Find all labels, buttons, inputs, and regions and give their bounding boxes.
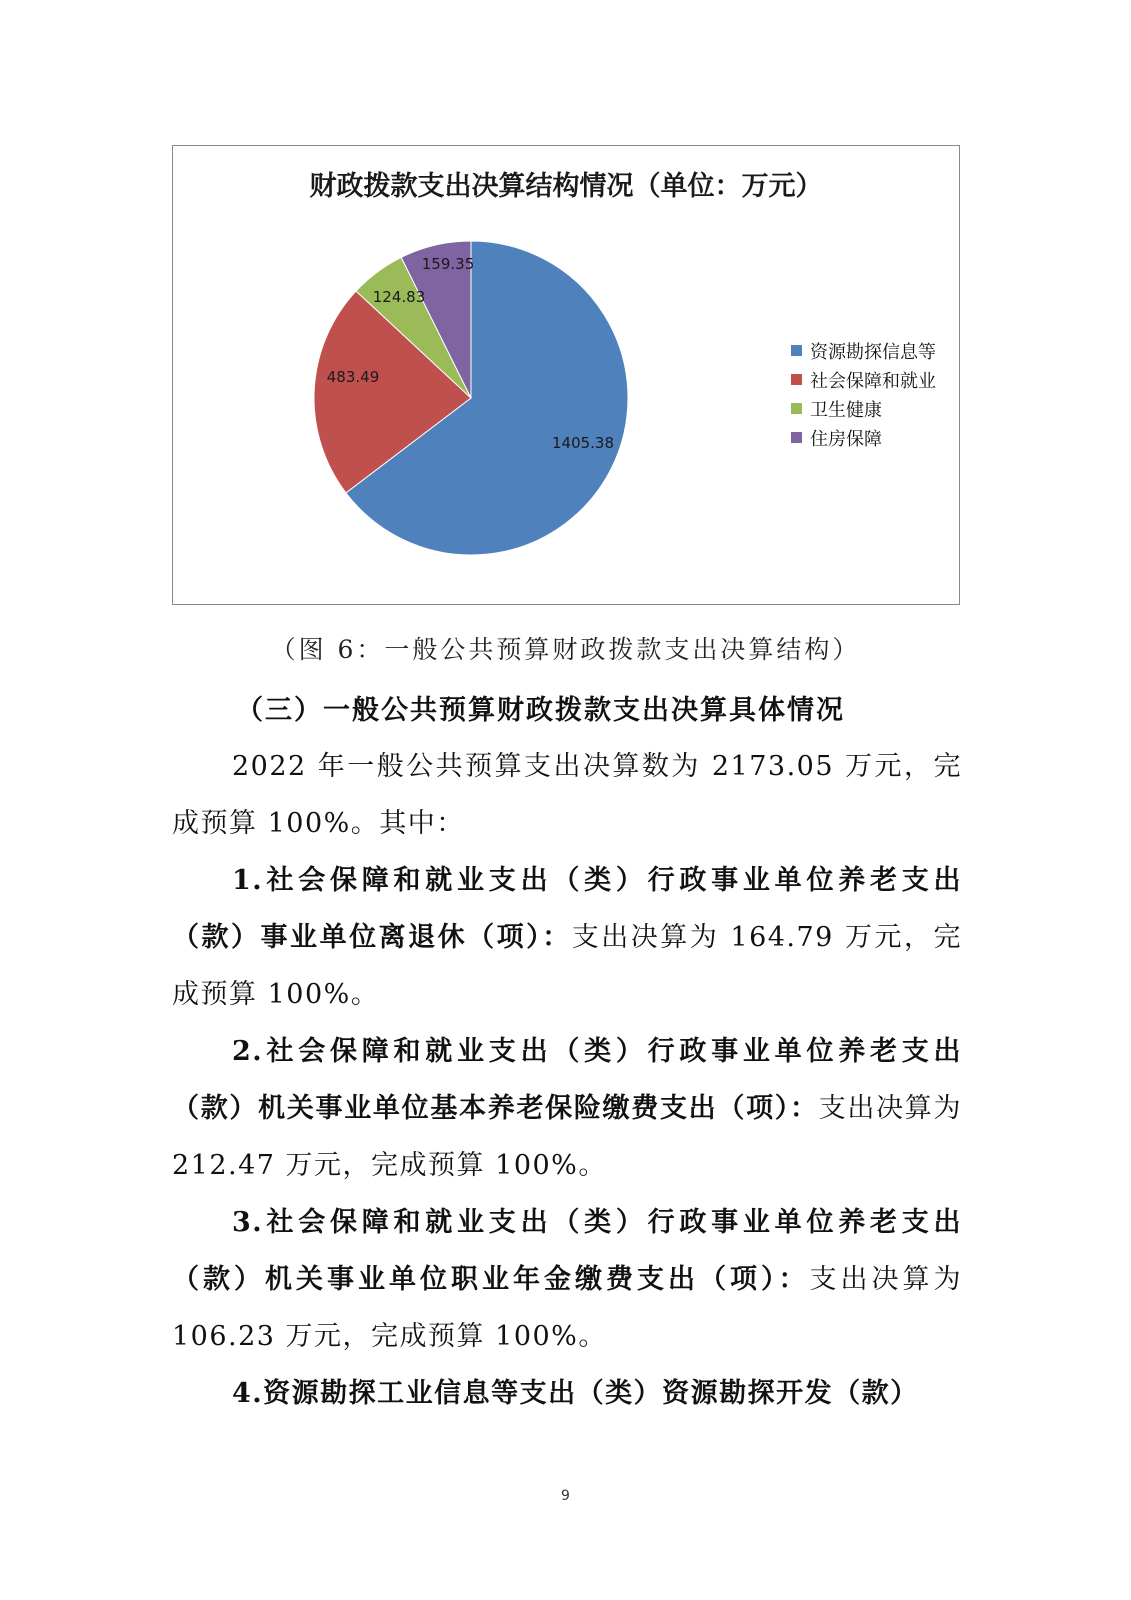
item-title: 1.社会保障和就业支出（类）行政事业单位养老支出（款）事业单位离退休（项）： <box>172 865 962 953</box>
slice-data-label: 159.35 <box>421 255 475 273</box>
legend-label: 社会保障和就业 <box>810 370 936 392</box>
chart-legend <box>791 336 936 452</box>
item-title: 2.社会保障和就业支出（类）行政事业单位养老支出（款）机关事业单位基本养老保险缴费支出（项）： <box>172 1036 962 1124</box>
legend-swatch <box>791 432 802 443</box>
legend-item <box>791 365 936 394</box>
legend-item <box>791 423 936 452</box>
slice-data-label: 1405.38 <box>551 434 615 452</box>
slice-data-label: 124.83 <box>372 288 426 306</box>
list-item <box>172 1023 962 1194</box>
intro-paragraph: 2022 年一般公共预算支出决算数为 2173.05 万元，完成预算 100%。其中： <box>172 751 962 839</box>
item-title: 3.社会保障和就业支出（类）行政事业单位养老支出（款）机关事业单位职业年金缴费支出（项）： <box>172 1207 962 1295</box>
legend-swatch <box>791 374 802 385</box>
legend-item <box>791 394 936 423</box>
item-text: 支出决算为 212.47 万元，完成预算 100%。 <box>172 1093 963 1181</box>
item-text: 支出决算为 164.79 万元，完成预算 100%。 <box>172 922 963 1010</box>
item-title: 4.资源勘探工业信息等支出（类）资源勘探开发（款） <box>232 1378 919 1409</box>
slice-data-label: 483.49 <box>326 368 380 386</box>
list-item <box>172 852 962 1023</box>
legend-item <box>791 336 936 365</box>
legend-label: 资源勘探信息等 <box>810 341 936 363</box>
section-heading: （三）一般公共预算财政拨款支出决算具体情况 <box>236 695 845 726</box>
list-item <box>172 1194 962 1365</box>
legend-label: 住房保障 <box>810 428 882 450</box>
list-item <box>172 1365 962 1422</box>
legend-swatch <box>791 345 802 356</box>
pie-chart <box>172 145 960 605</box>
legend-swatch <box>791 403 802 414</box>
item-text: 支出决算为 106.23 万元，完成预算 100%。 <box>172 1264 962 1352</box>
figure-caption: （图 6：一般公共预算财政拨款支出决算结构） <box>270 635 861 664</box>
legend-label: 卫生健康 <box>810 399 882 421</box>
chart-title: 财政拨款支出决算结构情况（单位：万元） <box>309 171 823 202</box>
page-number: 9 <box>561 1488 570 1504</box>
